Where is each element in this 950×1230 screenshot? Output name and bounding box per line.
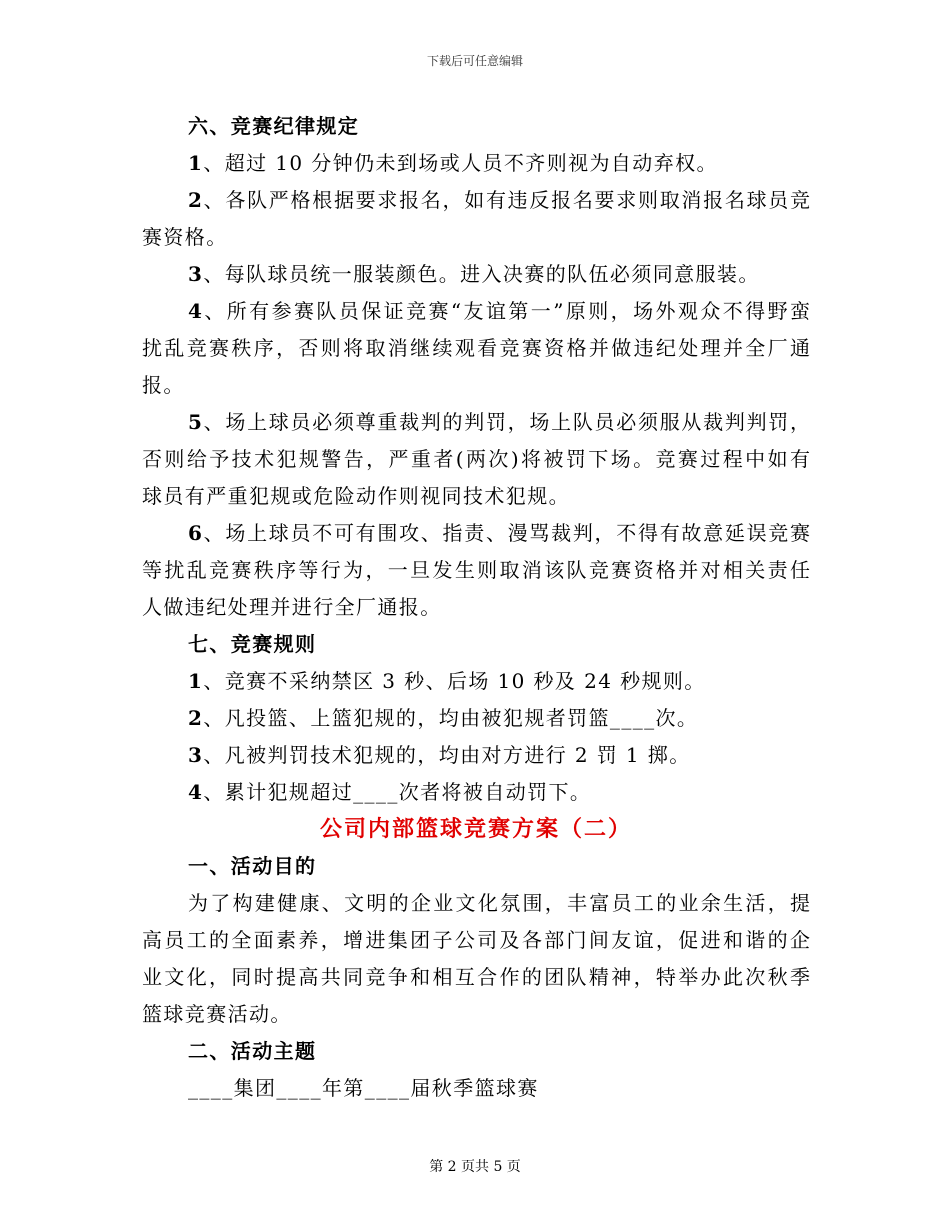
list-item xyxy=(142,404,810,441)
section-heading-discipline: 六、竞赛纪律规定 xyxy=(188,114,360,138)
item-number: 2 xyxy=(188,706,204,730)
item-text: 、凡被判罚技术犯规的，均由对方进行 2 罚 1 掷。 xyxy=(203,743,691,767)
item-text-continued: 人做违纪处理并进行全厂通报。 xyxy=(142,595,442,619)
item-number: 6 xyxy=(188,521,202,545)
list-item xyxy=(142,737,810,774)
item-text-continued: 报。 xyxy=(142,373,185,397)
document-title: 公司内部篮球竞赛方案（二） xyxy=(319,816,632,842)
list-item xyxy=(142,774,810,811)
item-text-continued: 等扰乱竞赛秩序等行为，一旦发生则取消该队竞赛资格并对相关责任 xyxy=(142,558,810,582)
item-text: 、场上球员必须尊重裁判的判罚，场上队员必须服从裁判判罚， xyxy=(201,410,810,434)
paragraph-line: 高员工的全面素养，增进集团子公司及各部门间友谊，促进和谐的企 xyxy=(142,928,810,952)
document-body xyxy=(142,108,810,1107)
item-text: 、凡投篮、上篮犯规的，均由被犯规者罚篮____次。 xyxy=(203,706,699,730)
list-item xyxy=(142,663,810,700)
item-number: 2 xyxy=(188,188,202,212)
item-number: 1 xyxy=(188,669,204,693)
list-item xyxy=(142,182,810,219)
list-item xyxy=(142,145,810,182)
section-heading-theme: 二、活动主题 xyxy=(188,1039,317,1063)
item-text: 、竞赛不采纳禁区 3 秒、后场 10 秒及 24 秒规则。 xyxy=(203,669,706,693)
item-number: 5 xyxy=(188,410,202,434)
list-item xyxy=(142,515,810,552)
item-text-continued: 扰乱竞赛秩序，否则将取消继续观看竞赛资格并做违纪处理并全厂通 xyxy=(142,336,810,360)
list-item xyxy=(142,700,810,737)
paragraph-line: 业文化，同时提高共同竞争和相互合作的团队精神，特举办此次秋季 xyxy=(142,965,810,989)
section-heading-rules: 七、竞赛规则 xyxy=(188,632,317,656)
item-text: 、各队严格根据要求报名，如有违反报名要求则取消报名球员竞 xyxy=(201,188,810,212)
section-heading-purpose: 一、活动目的 xyxy=(188,854,317,878)
item-text: 、每队球员统一服装颜色。进入决赛的队伍必须同意服装。 xyxy=(203,262,760,286)
paragraph-line: 为了构建健康、文明的企业文化氛围，丰富员工的业余生活，提 xyxy=(188,891,810,915)
item-text-continued: 否则给予技术犯规警告，严重者(两次)将被罚下场。竞赛过程中如有 xyxy=(142,447,810,471)
page-header: 下载后可任意编辑 xyxy=(426,54,523,68)
list-item xyxy=(142,256,810,293)
paragraph-line: 篮球竞赛活动。 xyxy=(142,1002,292,1026)
item-number: 4 xyxy=(188,780,204,804)
item-text-continued: 球员有严重犯规或危险动作则视同技术犯规。 xyxy=(142,484,570,508)
item-number: 3 xyxy=(188,743,204,767)
item-text: 、超过 10 分钟仍未到场或人员不齐则视为自动弃权。 xyxy=(203,151,718,175)
item-number: 4 xyxy=(188,299,202,323)
item-text-continued: 赛资格。 xyxy=(142,225,228,249)
paragraph-line: ____集团____年第____届秋季篮球赛 xyxy=(188,1076,539,1100)
item-text: 、场上球员不可有围攻、指责、漫骂裁判，不得有故意延误竞赛 xyxy=(201,521,810,545)
item-number: 1 xyxy=(188,151,204,175)
page-number: 第 2 页共 5 页 xyxy=(429,1159,521,1175)
list-item xyxy=(142,293,810,330)
item-text: 、所有参赛队员保证竞赛“友谊第一”原则，场外观众不得野蛮 xyxy=(201,299,810,323)
item-number: 3 xyxy=(188,262,204,286)
item-text: 、累计犯规超过____次者将被自动罚下。 xyxy=(203,780,592,804)
